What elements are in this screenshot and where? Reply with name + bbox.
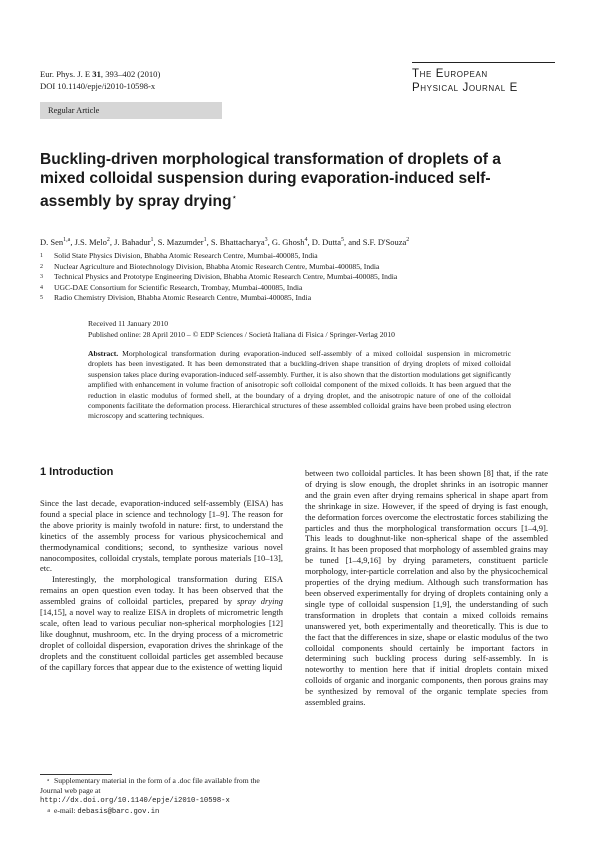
author-list: D. Sen$^{1,a}$, J.S. Melo$^2$, J. Bahadur$^1$, S. Mazumder$^1$, S. Bhattacharya$^3$, G. Ghosh$^4$, D. Dutta$^5$, and S.F. D'Souza$^2$ [40, 236, 410, 247]
title-footnote-mark: ⋆ [231, 192, 238, 202]
author-affiliation-mark: 2 [406, 237, 410, 243]
author-affiliation-mark: 1 [203, 237, 207, 243]
journal-volume: 31 [92, 69, 101, 79]
footnotes [40, 776, 283, 817]
masthead-line-1: The European [412, 68, 488, 80]
abstract [88, 349, 511, 422]
emphasis-spray-drying: spray drying [236, 596, 283, 607]
author-affiliation-mark: 4 [304, 237, 308, 243]
footnote-divider [40, 774, 112, 775]
journal-masthead [412, 62, 555, 95]
published-date: Published online: 28 April 2010 – © EDP Sciences / Società Italiana di Fisica / Springer-Verlag 2010 [88, 329, 395, 339]
masthead-line-2: Physical Journal E [412, 82, 518, 94]
paper-title-text: Buckling-driven morphological transformation of droplets of a mixed colloidal suspension during evaporation-induced self-assembly by spray drying [40, 151, 501, 211]
received-date: Received 11 January 2010 [88, 319, 169, 328]
footnote-email: a e-mail: debasis@barc.gov.in [47, 806, 160, 816]
affiliation-item: 1 Solid State Physics Division, Bhabha Atomic Research Centre, Mumbai-400085, India [40, 251, 318, 260]
body-column-right [305, 468, 548, 708]
intro-paragraph-continued: between two colloidal particles. It has been shown [8] that, if the rate of drying is slow enough, the droplet shrinks in an isotropic manner and the grain even after drying remains spherical in shape apart from the shrinkage in size. However, if the speed of drying is fast enough, the deformation forces overcome the electrostatic forces stabilizing the particles and thus the morphological transformation occurs [1–4,9]. This leads to doughnut-like non-spherical shape of the assembled grains. It has been proposed that morphology of assembled grains may be tuned [1–4,9,16] by drying parameters, constituent particle morphology, inter-particle correlation and also by the physicochemical properties of the drying medium. Although such transformation has been observed experimentally for drying of droplets containing only a single type of colloidal suspension [1,9], the understanding of such transformation in droplets that contain a mixed colloids remains unanswered yet, both experimentally and theoretically. This is due to the fact that the differences in size, shape or elastic modulus of the two colloidal components should certainly be important factors in determining such buckling process during self-assembly. In is noteworthy to mention here that if initial droplets contain mixed colloids of organic and inorganic components, then porous grains may be synthesized by removal of the organic template species from assembled grains. [305, 468, 548, 708]
intro-paragraph-2: Interestingly, the morphological transformation during EISA remains an open question even today. It has been observed that the assembled grains of colloidal particles, prepared by spray drying [14,15], a novel way to realize EISA in droplets of micrometric length scale, often lead to various peculiar non-spherical morphologies [12] like doughnut, mushroom, etc. In the drying process of a micrometric droplet of colloidal dispersion, evaporation drives the shrinkage of the droplets and the constituent colloidal particles get assembled because of the capillary forces that appear due to the existence of wetting liquid [40, 574, 283, 672]
author-affiliation-mark: 1 [150, 237, 154, 243]
affiliation-item: 2 Nuclear Agriculture and Biotechnology Division, Bhabha Atomic Research Centre, Mumbai-400085, India [40, 261, 380, 271]
author-affiliation-mark: 1,a [63, 237, 71, 243]
affiliation-item: 4 UGC-DAE Consortium for Scientific Research, Trombay, Mumbai-400085, India [40, 282, 303, 292]
publication-dates [88, 319, 395, 340]
author-name: S.F. D'Souza [362, 236, 407, 247]
author-name: J. Bahadur [114, 236, 151, 247]
supplementary-link[interactable]: http://dx.doi.org/10.1140/epje/i2010-10598-x [40, 797, 230, 805]
journal-reference [40, 68, 160, 92]
affiliation-item: 5 Radio Chemistry Division, Bhabha Atomic Research Centre, Mumbai-400085, India [40, 293, 312, 303]
affiliation-list [40, 251, 555, 304]
author-name: S. Mazumder [157, 236, 204, 247]
abstract-label: Abstract. [88, 349, 119, 358]
author-name: G. Ghosh [271, 236, 305, 247]
doi: DOI 10.1140/epje/i2010-10598-x [40, 81, 156, 91]
abstract-text: Morphological transformation during evaporation-induced self-assembly of a mixed colloidal suspension in micrometric droplets has been investigated. It has been demonstrated that a buckling-driven shape transition of drying droplets of mixed colloidal suspension takes place during evaporation-induced self-assembly. Further, it is also shown that the distortion modulations get significantly amplified with enhancement in volume fraction of anisotropic soft colloidal component of the mixed colloids. It has been argued that the reduction in elastic modulus of formed shell, at the boundary of a drying droplet, and the anisotropic nature of one of the colloidal components facilitate the deformation process. Hierarchical structures of these assembled colloidal grains have been probed using electron microscopy and scattering techniques. [88, 349, 511, 421]
section-heading-introduction: 1 Introduction [40, 466, 114, 478]
author-affiliation-mark: 2 [106, 237, 110, 243]
article-category-band: Regular Article [40, 102, 222, 119]
author-name: S. Bhattacharya [210, 236, 265, 247]
author-affiliation-mark: 3 [264, 237, 268, 243]
author-name: D. Sen [40, 236, 64, 247]
journal-citation: Eur. Phys. J. E 31, 393–402 (2010) [40, 69, 161, 79]
affiliation-item: 3 Technical Physics and Prototype Engineering Division, Bhabha Atomic Research Centre, Mumbai-400085, India [40, 272, 398, 282]
paper-title [40, 150, 520, 211]
intro-paragraph-1: Since the last decade, evaporation-induced self-assembly (EISA) has found a special place in science and technology [1–9]. The reason for the above priority is mainly twofold in nature: first, to understand the kinetics of the assembly process for various physicochemical and thermodynamical conditions; second, to synthesize various novel nanocomposites, colloidal crystals, template porous materials [10–13], etc. [40, 498, 283, 574]
body-column-left [40, 465, 283, 673]
footnote-supplementary: ⋆ Supplementary material in the form of a .doc file available from the Journal web page at [40, 776, 260, 795]
author-name: J.S. Melo [74, 236, 107, 247]
author-name: D. Dutta [311, 236, 342, 247]
author-affiliation-mark: 5 [341, 237, 345, 243]
author-email-link[interactable]: debasis@barc.gov.in [77, 808, 160, 816]
